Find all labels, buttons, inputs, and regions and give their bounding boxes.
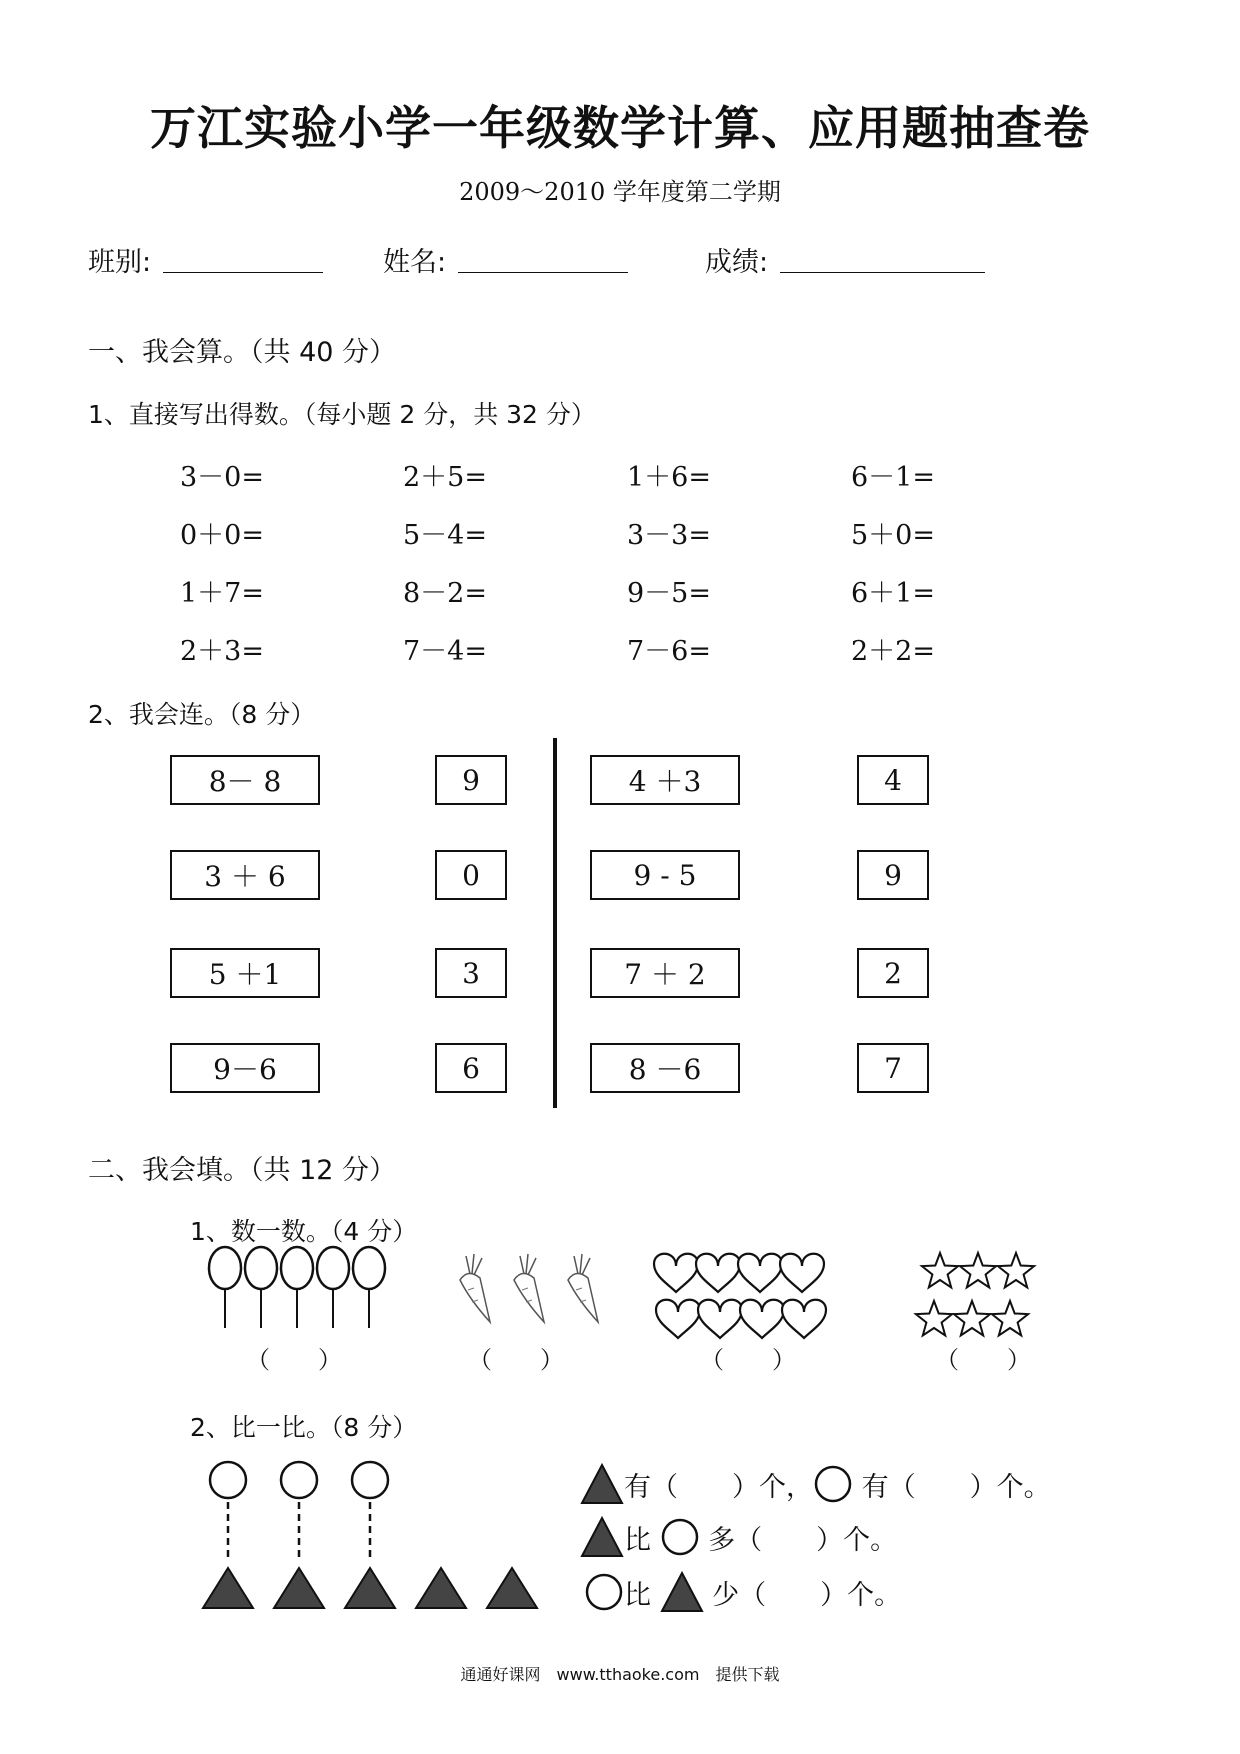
right-expression-box[interactable]: 4 ＋3 — [590, 755, 740, 805]
carrot-count-blank[interactable]: （ ） — [468, 1346, 564, 1374]
name-label: 姓名: — [383, 247, 447, 278]
class-label: 班别: — [88, 247, 152, 278]
left-number-box[interactable]: 6 — [435, 1043, 507, 1093]
left-number-box[interactable]: 0 — [435, 850, 507, 900]
equation: 2＋2= — [851, 636, 935, 667]
left-expression-box[interactable]: 5 ＋1 — [170, 948, 320, 998]
triangle-icon — [580, 1516, 624, 1558]
triangle-icon — [660, 1571, 704, 1613]
equation: 6＋1= — [851, 578, 935, 609]
equation: 3－3= — [627, 520, 711, 551]
circle-icon — [660, 1517, 700, 1557]
equation: 7－6= — [627, 636, 711, 667]
score-label: 成绩: — [705, 247, 769, 278]
equation: 1＋7= — [180, 578, 264, 609]
count-title: 1、数一数。（4 分） — [190, 1217, 418, 1246]
left-expression-box[interactable]: 8－ 8 — [170, 755, 320, 805]
equation: 2＋3= — [180, 636, 264, 667]
equation: 7－4= — [403, 636, 487, 667]
right-expression-box[interactable]: 7 ＋ 2 — [590, 948, 740, 998]
right-expression-box[interactable]: 8 －6 — [590, 1043, 740, 1093]
compare-line-1-text-a: 有（ ）个， — [624, 1471, 813, 1503]
compare-title: 2、比一比。（8 分） — [190, 1413, 418, 1442]
compare-line-3-text-a: 比 — [624, 1579, 660, 1611]
heart-count-blank[interactable]: （ ） — [700, 1346, 796, 1374]
equation: 9－5= — [627, 578, 711, 609]
compare-line-2-text-b: 多（ ）个。 — [699, 1524, 898, 1556]
page-title: 万江实验小学一年级数学计算、应用题抽查卷 — [150, 101, 1090, 155]
circle-icon — [584, 1572, 624, 1612]
carrot-icon — [460, 1254, 598, 1322]
section1-title: 一、我会算。（共 40 分） — [88, 337, 397, 368]
balloon-icon — [209, 1247, 385, 1328]
right-number-box[interactable]: 4 — [857, 755, 929, 805]
compare-line-3 — [584, 1570, 901, 1614]
triangle-icon — [580, 1463, 624, 1505]
right-number-box[interactable]: 2 — [857, 948, 929, 998]
q1-title: 1、直接写出得数。（每小题 2 分，共 32 分） — [88, 400, 596, 429]
left-expression-box[interactable]: 9－6 — [170, 1043, 320, 1093]
compare-line-2-text-a: 比 — [624, 1524, 660, 1556]
equation: 0＋0= — [180, 520, 264, 551]
equation: 5－4= — [403, 520, 487, 551]
left-expression-box[interactable]: 3 ＋ 6 — [170, 850, 320, 900]
section2-title: 二、我会填。（共 12 分） — [88, 1155, 397, 1186]
compare-line-3-text-b: 少（ ）个。 — [703, 1579, 902, 1611]
heart-icon — [654, 1254, 826, 1338]
left-number-box[interactable]: 9 — [435, 755, 507, 805]
footer-credit: 通通好课网 www.tthaoke.com 提供下载 — [460, 1665, 780, 1684]
right-number-box[interactable]: 9 — [857, 850, 929, 900]
equation: 5＋0= — [851, 520, 935, 551]
balloon-count-blank[interactable]: （ ） — [246, 1346, 342, 1374]
right-expression-box[interactable]: 9 - 5 — [590, 850, 740, 900]
equation: 8－2= — [403, 578, 487, 609]
equation: 2＋5= — [403, 462, 487, 493]
star-icon — [916, 1253, 1034, 1335]
circle-row — [210, 1462, 388, 1560]
compare-line-1 — [580, 1462, 1051, 1506]
q2-title: 2、我会连。（8 分） — [88, 700, 316, 729]
page-subtitle: 2009～2010 学年度第二学期 — [459, 178, 781, 206]
compare-line-1-text-b: 有（ ）个。 — [853, 1471, 1051, 1503]
equation: 3－0= — [180, 462, 264, 493]
equation: 6－1= — [851, 462, 935, 493]
left-number-box[interactable]: 3 — [435, 948, 507, 998]
star-count-blank[interactable]: （ ） — [935, 1346, 1031, 1374]
right-number-box[interactable]: 7 — [857, 1043, 929, 1093]
compare-line-2 — [580, 1515, 897, 1559]
circle-icon — [813, 1464, 853, 1504]
triangle-row — [203, 1568, 537, 1608]
equation: 1＋6= — [627, 462, 711, 493]
